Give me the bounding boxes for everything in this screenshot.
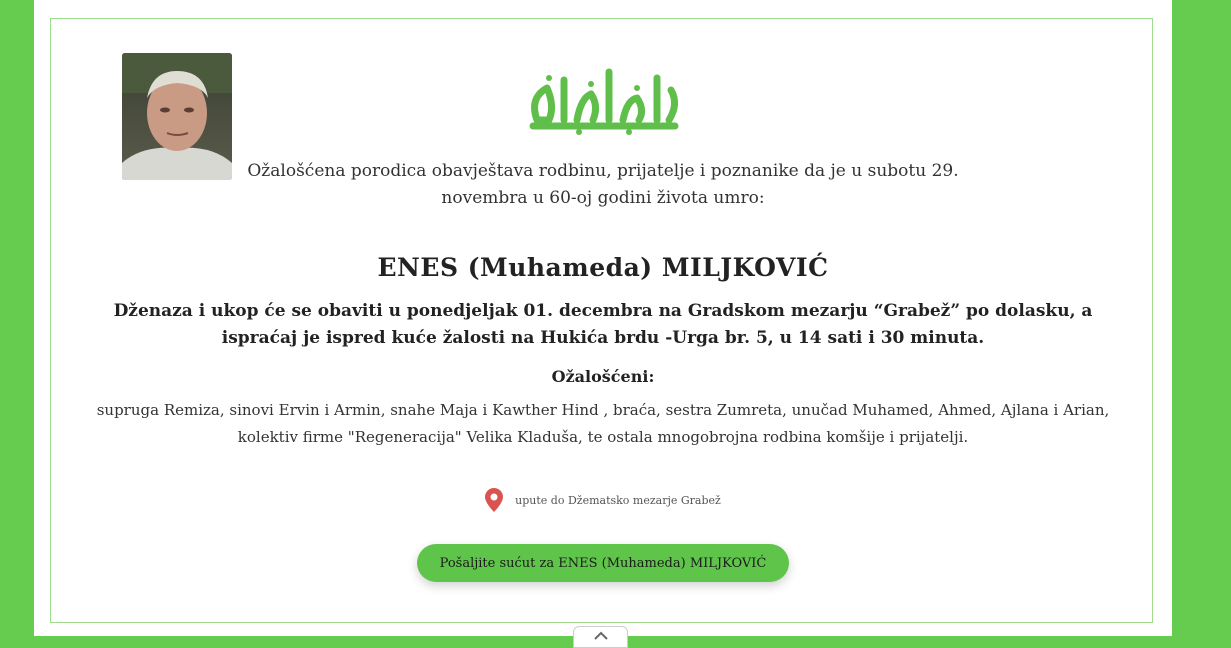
send-condolence-button[interactable]: Pošaljite sućut za ENES (Muhameda) MILJKOVIĆ [417,544,789,582]
directions-label[interactable]: upute do Džematsko mezarje Grabež [515,493,721,507]
intro-line-1: Ožalošćena porodica obavještava rodbinu, prijatelje i poznanike da je u subotu 29. [247,161,959,181]
mourners-list: supruga Remiza, sinovi Ervin i Armin, snahe Maja i Kawther Hind , braća, sestra Zumreta, unučad Muhamed, Ahmed, Ajlana i Arian, kolektiv firme "Regeneracija" Velika Kladuša, te ostala mnogobrojna rodbina komšije i prijatelji. [96,401,1110,446]
funeral-details: Dženaza i ukop će se obaviti u ponedjeljak 01. decembra na Gradskom mezarju “Grabež” po dolasku, a ispraćaj je ispred kuće žalosti na Hukića brdu -Urga br. 5, u 14 sati i 30 minuta. [113,301,1093,348]
chevron-up-icon [594,631,608,640]
intro-text [34,158,1172,212]
mourners-heading: Ožalošćeni: [551,367,655,386]
right-green-border [1172,0,1231,642]
left-green-border [0,0,34,642]
deceased-name: ENES (Muhameda) MILJKOVIĆ [377,253,829,282]
map-pin-icon [485,488,503,512]
scroll-to-top-button[interactable] [573,626,628,648]
obituary-card [34,0,1172,636]
intro-line-2: novembra u 60-oj godini života umro: [441,188,765,208]
arabic-calligraphy-emblem [519,58,689,138]
directions-link[interactable] [34,488,1172,512]
